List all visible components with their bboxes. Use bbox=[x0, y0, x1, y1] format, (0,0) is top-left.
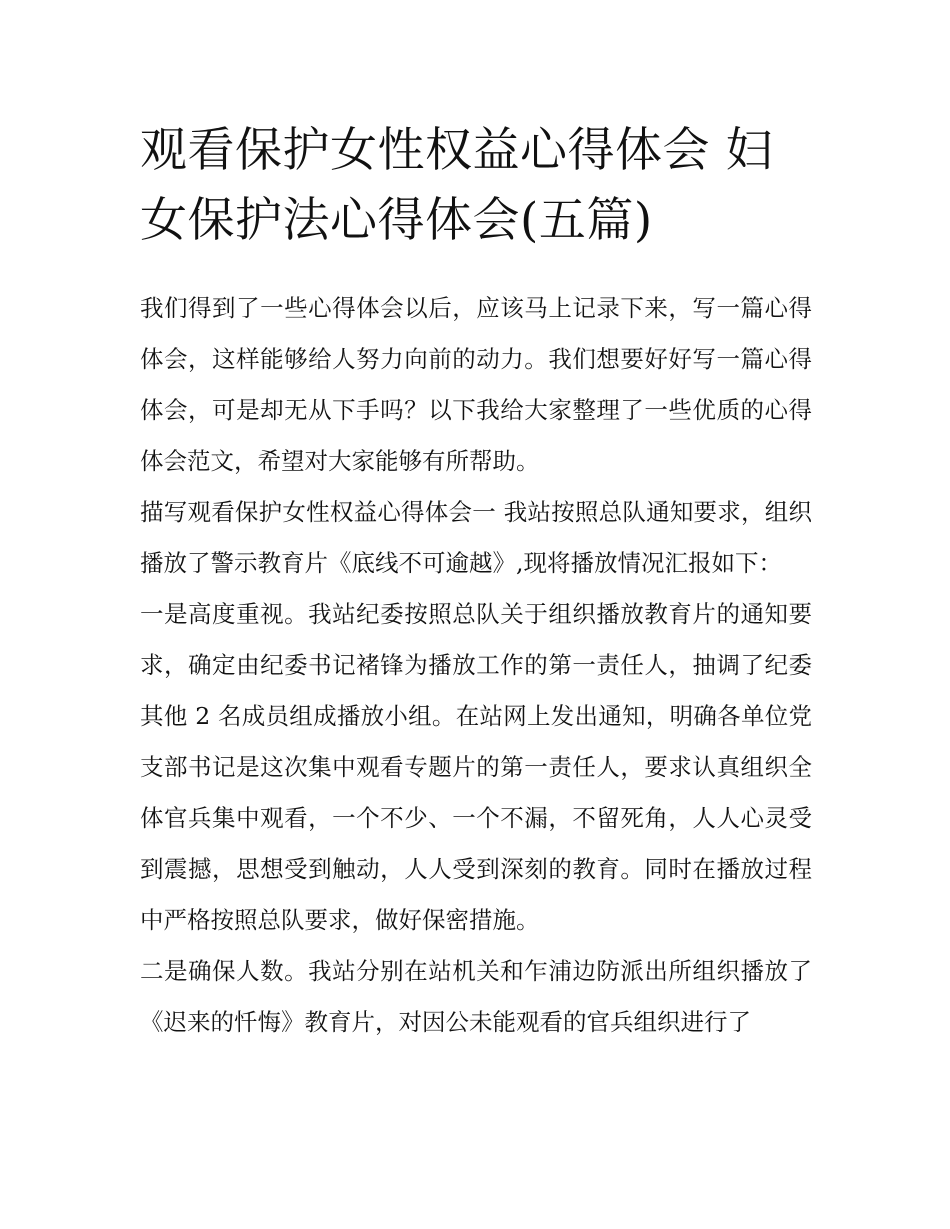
paragraph-point-two: 二是确保人数。我站分别在站机关和乍浦边防派出所组织播放了《迟来的忏悔》教育片，对因公未能观看的官兵组织进行了 bbox=[140, 957, 812, 1036]
paragraph-heading-one: 描写观看保护女性权益心得体会一 我站按照总队通知要求，组织播放了警示教育片《底线不可逾越》,现将播放情况汇报如下： bbox=[140, 498, 812, 577]
document-body bbox=[140, 283, 812, 1048]
paragraph-intro: 我们得到了一些心得体会以后，应该马上记录下来，写一篇心得体会，这样能够给人努力向前的动力。我们想要好好写一篇心得体会，可是却无从下手吗？以下我给大家整理了一些优质的心得体会范文，希望对大家能够有所帮助。 bbox=[140, 294, 812, 475]
document-title: 观看保护女性权益心得体会 妇女保护法心得体会(五篇) bbox=[140, 123, 773, 248]
paragraph-point-one: 一是高度重视。我站纪委按照总队关于组织播放教育片的通知要求，确定由纪委书记褚锋为播放工作的第一责任人，抽调了纪委其他 2 名成员组成播放小组。在站网上发出通知，明确各单位党支部书记是这次集中观看专题片的第一责任人，要求认真组织全体官兵集中观看，一个不少、一个不漏，不留死角，人人心灵受到震撼，思想受到触动，人人受到深刻的教育。同时在播放过程中严格按照总队要求，做好保密措施。 bbox=[140, 600, 812, 934]
document-page bbox=[140, 116, 812, 1048]
